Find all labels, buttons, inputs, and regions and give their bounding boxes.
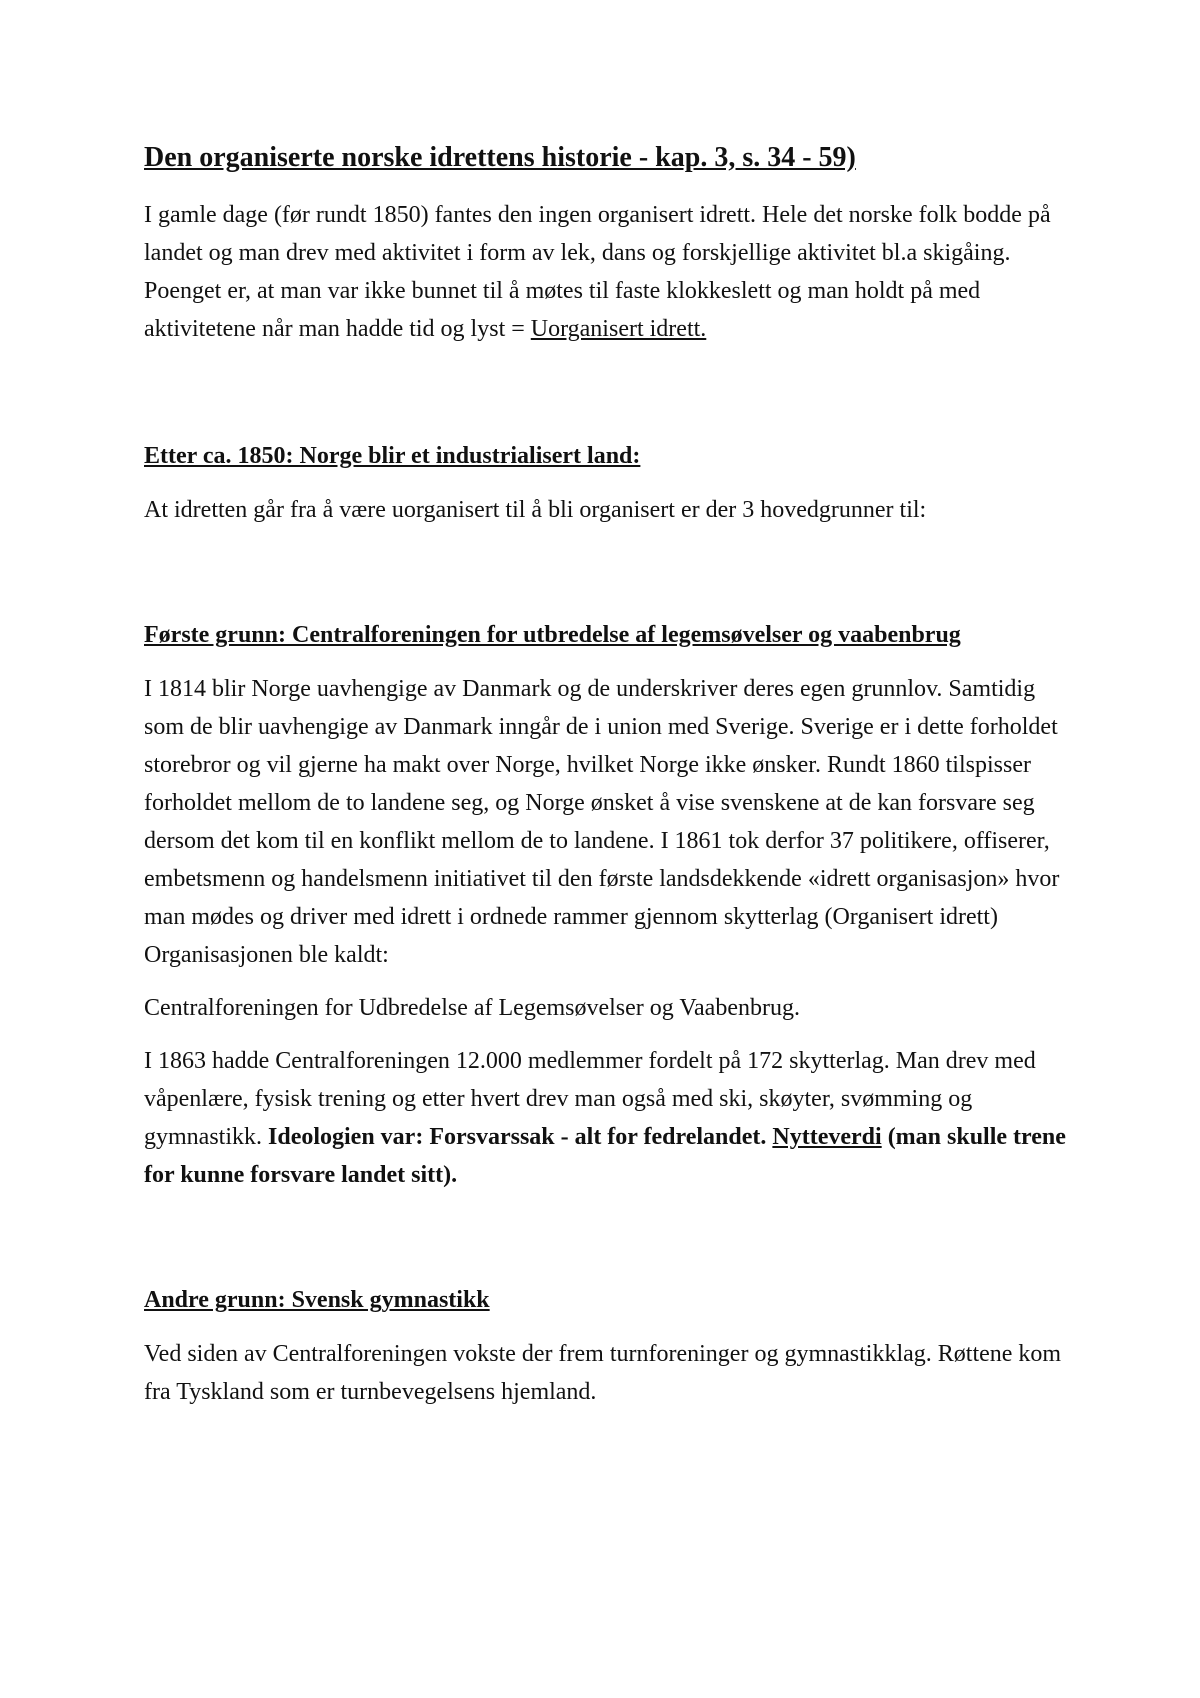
section-paragraph-ideology <box>144 1042 1074 1194</box>
ideology-bold-statement: Ideologien var: Forsvarssak - alt for fedrelandet. <box>268 1124 773 1151</box>
ideology-bold-explanation: (man skulle trene for kunne forsvare landet sitt). <box>144 1124 1066 1189</box>
document-page <box>144 140 1074 1426</box>
section-heading-industrialisation: Etter ca. 1850: Norge blir et industrialisert land: <box>144 443 641 470</box>
ideology-text: I 1863 hadde Centralforeningen 12.000 medlemmer fordelt på 172 skytterlag. Man drev med våpenlære, fysisk trening og etter hvert drev man også med ski, skøyter, svømming og gymnastikk. <box>144 1048 1036 1151</box>
document-title: Den organiserte norske idrettens historie - kap. 3, s. 34 - 59) <box>144 142 856 173</box>
section-paragraph-gymnastics: Ved siden av Centralforeningen vokste der frem turnforeninger og gymnastikklag. Røttene kom fra Tyskland som er turnbevegelsens hjemland. <box>144 1341 1062 1406</box>
section-heading-second-reason: Andre grunn: Svensk gymnastikk <box>144 1287 490 1314</box>
section-paragraph-history: I 1814 blir Norge uavhengige av Danmark og de underskriver deres egen grunnlov. Samtidig som de blir uavhengige av Danmark inngår de i union med Sverige. Sverige er i dette forholdet storebror og vil gjerne ha makt over Norge, hvilket Norge ikke ønsker. Rundt 1860 tilspisser forholdet mellom de to landene seg, og Norge ønsket å vise svenskene at de kan forsvare seg dersom det kom til en konflikt mellom de to landene. I 1861 tok derfor 37 politikere, offiserer, embetsmenn og handelsmenn initiativet til den første landsdekkende «idrett organisasjon» hvor man mødes og driver med idrett i ordnede rammer gjennom skytterlag (Organisert idrett) Organisasjonen ble kaldt: <box>144 676 1060 969</box>
intro-underlined-term: Uorganisert idrett. <box>530 316 707 343</box>
intro-text: I gamle dage (før rundt 1850) fantes den ingen organisert idrett. Hele det norske folk bodde på landet og man drev med aktivitet i form av lek, dans og forskjellige aktivitet bl.a skigåing. Poenget er, at man var ikke bunnet til å møtes til faste klokkeslett og man holdt på med aktivitetene når man hadde tid og lyst = <box>144 202 1051 343</box>
ideology-bold-underlined-term: Nytteverdi <box>772 1124 882 1151</box>
intro-paragraph <box>144 196 1074 348</box>
section-paragraph-organisation-name: Centralforeningen for Udbredelse af Legemsøvelser og Vaabenbrug. <box>144 995 800 1022</box>
section-paragraph-reasons: At idretten går fra å være uorganisert til å bli organisert er der 3 hovedgrunner til: <box>144 497 927 524</box>
section-heading-first-reason: Første grunn: Centralforeningen for utbredelse af legemsøvelser og vaabenbrug <box>144 622 961 649</box>
